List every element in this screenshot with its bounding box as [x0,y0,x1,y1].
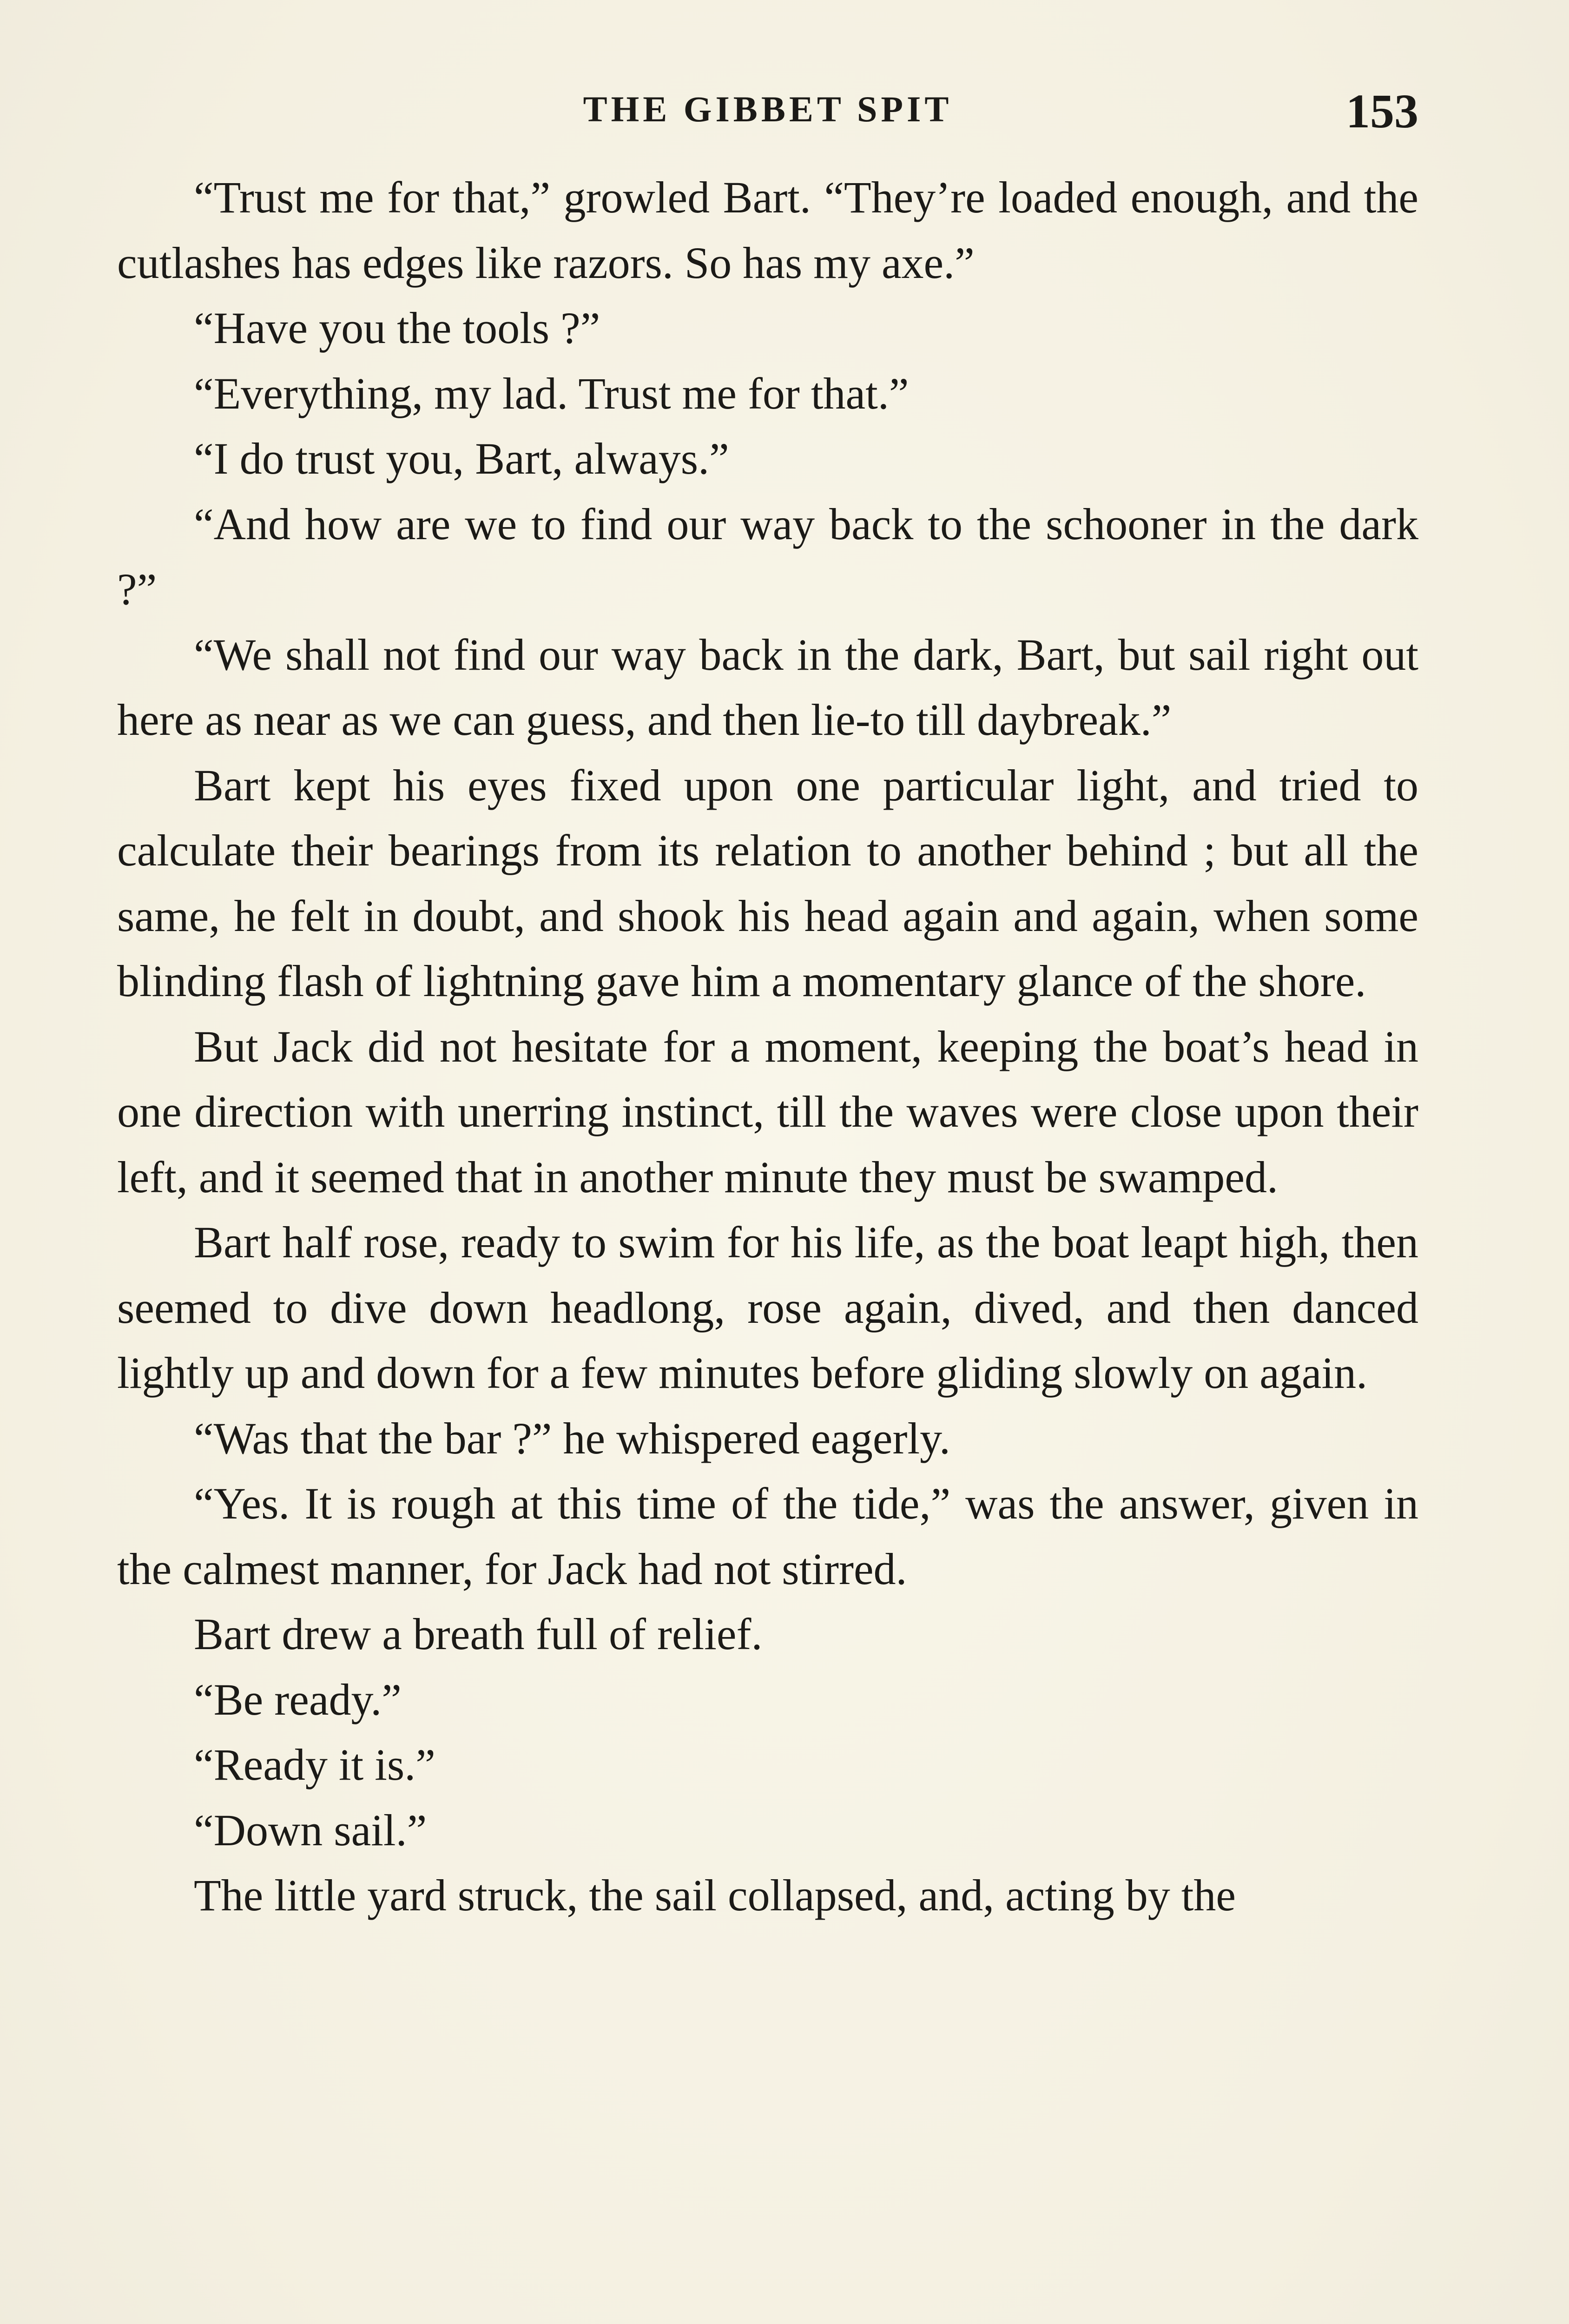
paragraph: “And how are we to find our way back to the schooner in the dark ?” [117,499,1418,614]
paragraph: “Have you the tools ?” [194,303,600,353]
paragraph: Bart drew a breath full of relief. [194,1609,763,1659]
paragraph: But Jack did not hesitate for a moment, keeping the boat’s head in one direction with unerring instinct, till the waves were close upon their left, and it seemed that in another minute they must be swamped. [117,1021,1418,1202]
paragraph: “Was that the bar ?” he whispered eagerly. [194,1413,950,1463]
body-text [117,165,1418,1928]
paragraph: “We shall not find our way back in the dark, Bart, but sail right out here as near as we can guess, and then lie-to till daybreak.” [117,629,1418,745]
paragraph: The little yard struck, the sail collapsed, and, acting by the [194,1870,1236,1920]
paragraph: “Yes. It is rough at this time of the tide,” was the answer, given in the calmest manner, for Jack had not stirred. [117,1479,1418,1594]
page-header [117,84,1418,139]
page-number: 153 [1346,85,1418,138]
paragraph: “I do trust you, Bart, always.” [194,434,729,483]
paragraph: Bart kept his eyes fixed upon one particular light, and tried to calculate their bearings from its relation to another behind ; but all the same, he felt in doubt, and shook his head again and again, when some blinding flash of lightning gave him a momentary glance of the shore. [117,760,1418,1006]
paragraph: “Down sail.” [194,1805,427,1855]
paragraph: Bart half rose, ready to swim for his life, as the boat leapt high, then seemed to dive down headlong, rose again, dived, and then danced lightly up and down for a few minutes before gliding slowly on again. [117,1217,1418,1398]
paragraph: “Ready it is.” [194,1740,435,1789]
paragraph: “Be ready.” [194,1674,402,1724]
paragraph: “Trust me for that,” growled Bart. “They’re loaded enough, and the cutlashes has edges like razors. So has my axe.” [117,172,1418,288]
running-head: THE GIBBET SPIT [583,89,953,129]
paragraph: “Everything, my lad. Trust me for that.” [194,368,909,418]
